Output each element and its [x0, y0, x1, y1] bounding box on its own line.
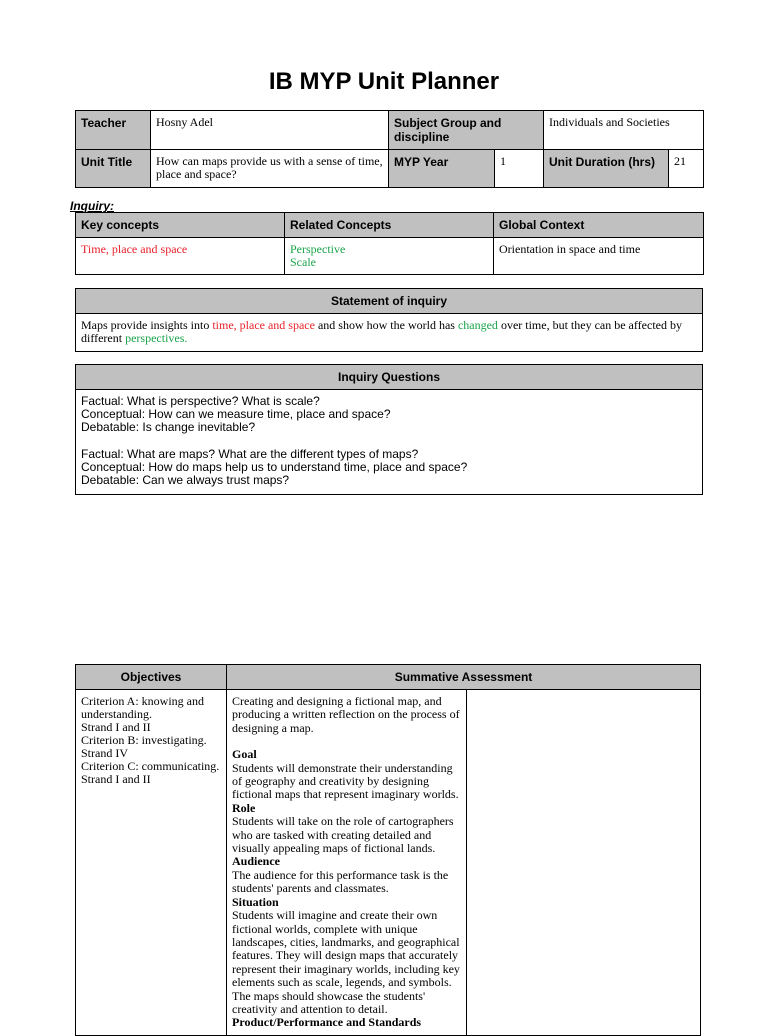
objective-item: Strand I and II — [81, 720, 151, 734]
statement-table — [75, 288, 703, 352]
empty-cell — [467, 690, 701, 1036]
question-item: Debatable: Can we always trust maps? — [81, 473, 290, 487]
unit-title-label: Unit Title — [76, 150, 151, 188]
key-concepts-header: Key concepts — [76, 213, 285, 238]
summative-header: Summative Assessment — [227, 665, 701, 690]
duration-label: Unit Duration (hrs) — [544, 150, 669, 188]
statement-part: Maps provide insights into — [81, 318, 213, 332]
global-context-value: Orientation in space and time — [494, 238, 704, 275]
teacher-value: Hosny Adel — [151, 111, 389, 150]
goal-text: Students will demonstrate their understanding of geography and creativity by designing fictional maps that represent imaginary worlds. — [232, 760, 459, 802]
duration-value: 21 — [669, 150, 704, 188]
objective-item: Strand I and II — [81, 772, 151, 786]
objectives-header: Objectives — [76, 665, 227, 690]
objectives-list — [76, 690, 227, 1036]
statement-highlight: time, place and space — [212, 318, 315, 332]
question-item: Factual: What are maps? What are the different types of maps? — [81, 447, 419, 461]
myp-year-value: 1 — [495, 150, 544, 188]
inquiry-questions-body — [76, 390, 703, 495]
inquiry-label: Inquiry: — [70, 199, 114, 213]
audience-heading: Audience — [232, 854, 280, 869]
statement-part: over time, but they can be affected by different — [81, 318, 682, 345]
role-heading: Role — [232, 800, 256, 815]
summative-intro: Creating and designing a fictional map, and producing a written reflection on the process of designing a map. — [232, 694, 460, 735]
statement-part: and show how the world has — [314, 318, 458, 332]
unit-info-table — [75, 110, 704, 188]
global-context-header: Global Context — [494, 213, 704, 238]
objective-item: Strand IV — [81, 746, 128, 760]
spacer — [81, 434, 697, 448]
unit-title-value: How can maps provide us with a sense of time, place and space? — [151, 150, 389, 188]
question-item: Conceptual: How do maps help us to understand time, place and space? — [81, 460, 468, 474]
key-concept-value: Time, place and space — [76, 238, 285, 275]
related-concepts-header: Related Concepts — [285, 213, 494, 238]
page-title: IB MYP Unit Planner — [268, 68, 500, 95]
teacher-label: Teacher — [76, 111, 151, 150]
related-concept-item: Scale — [290, 255, 316, 269]
statement-text — [76, 314, 703, 352]
audience-text: The audience for this performance task is the students' parents and classmates. — [232, 867, 449, 896]
concepts-table — [75, 212, 704, 275]
subject-label: Subject Group and discipline — [389, 111, 544, 150]
assessment-table — [75, 664, 701, 1036]
summative-details — [227, 690, 467, 1036]
objective-item: Criterion A: knowing and understanding. — [81, 694, 204, 721]
myp-year-label: MYP Year — [389, 150, 495, 188]
inquiry-questions-table — [75, 364, 703, 495]
product-heading: Product/Performance and Standards — [232, 1015, 422, 1030]
inquiry-questions-header: Inquiry Questions — [76, 365, 703, 390]
question-item: Factual: What is perspective? What is scale? — [81, 394, 320, 408]
subject-value: Individuals and Societies — [544, 111, 704, 150]
goal-heading: Goal — [232, 747, 257, 762]
statement-highlight: changed — [457, 318, 498, 332]
related-concepts-value — [285, 238, 494, 275]
statement-header: Statement of inquiry — [76, 289, 703, 314]
objective-item: Criterion C: communicating. — [81, 759, 220, 773]
related-concept-item: Perspective — [290, 242, 346, 256]
statement-highlight: perspectives. — [125, 331, 188, 345]
question-item: Conceptual: How can we measure time, place and space? — [81, 407, 391, 421]
situation-text: Students will imagine and create their own fictional worlds, complete with unique landscapes, cities, landmarks, and geographical features. They will design maps that accurately represent their imaginary worlds, including key elements such as scale, legends, and symbols. The maps should showcase the students' creativity and attention to detail. — [232, 908, 460, 1016]
question-item: Debatable: Is change inevitable? — [81, 420, 256, 434]
situation-heading: Situation — [232, 894, 279, 909]
role-text: Students will take on the role of cartographers who are tasked with creating detailed and visually appealing maps of fictional lands. — [232, 814, 454, 856]
objective-item: Criterion B: investigating. — [81, 733, 207, 747]
